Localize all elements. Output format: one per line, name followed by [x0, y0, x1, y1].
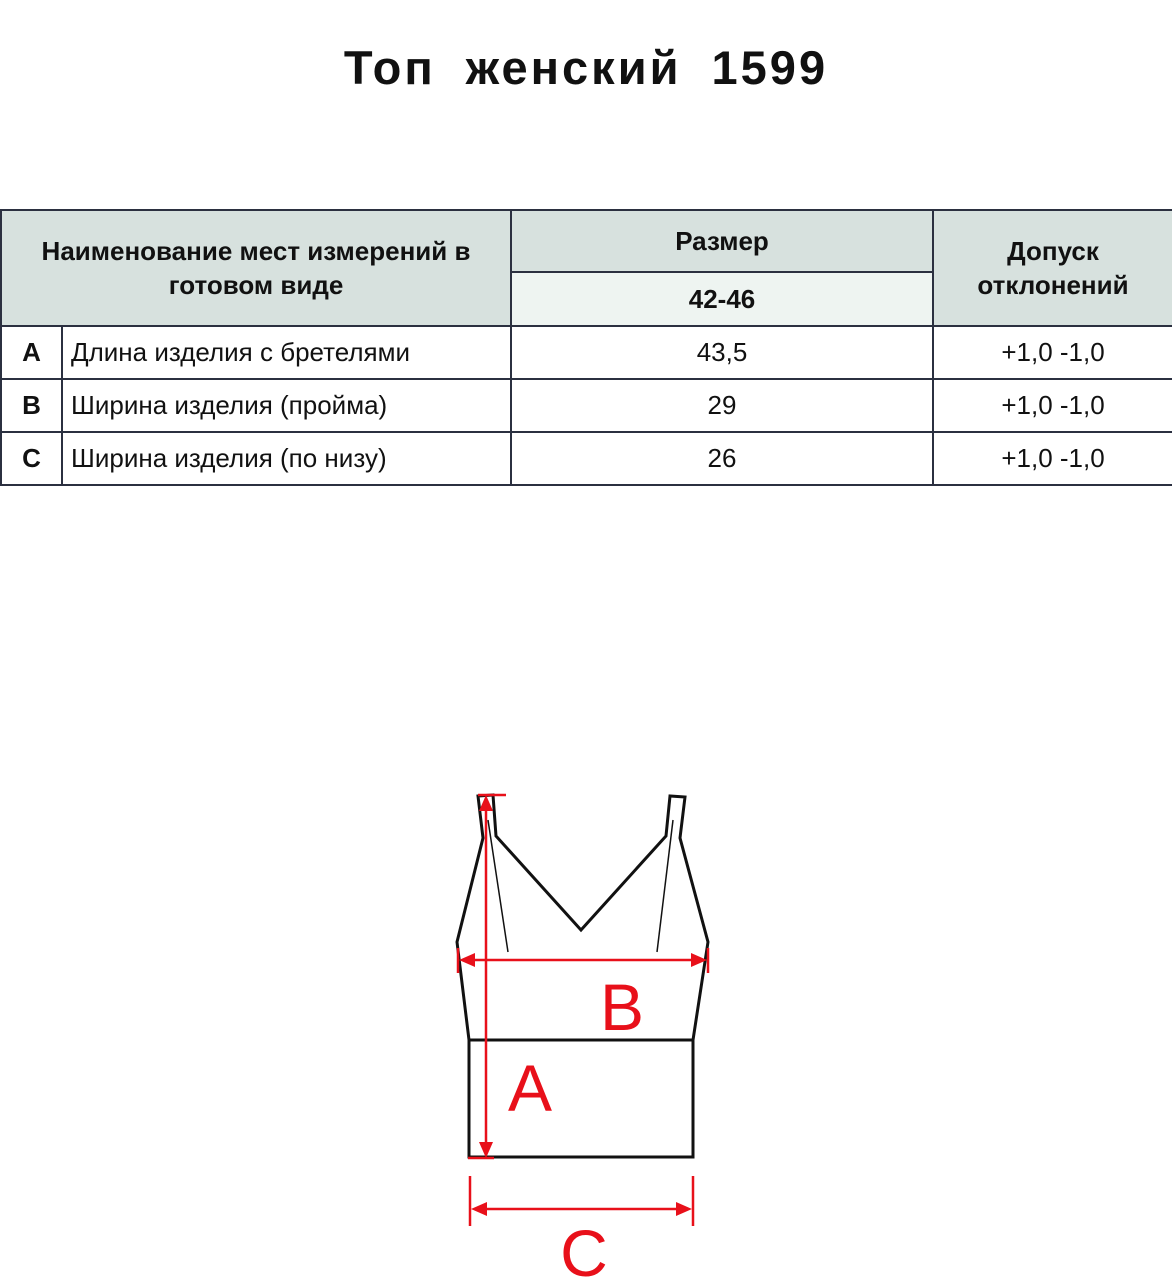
strap-darts: [488, 820, 673, 952]
row-letter: C: [1, 432, 62, 485]
header-size: Размер: [511, 210, 933, 272]
measure-b-line: [458, 948, 708, 973]
row-tolerance: +1,0 -1,0: [933, 326, 1172, 379]
row-tolerance: +1,0 -1,0: [933, 432, 1172, 485]
row-value: 43,5: [511, 326, 933, 379]
row-name: Длина изделия с бретелями: [62, 326, 511, 379]
measure-a-line: [468, 795, 506, 1158]
garment-outline: [457, 795, 708, 1157]
row-letter: B: [1, 379, 62, 432]
measure-c-label: C: [560, 1216, 608, 1280]
row-name: Ширина изделия (по низу): [62, 432, 511, 485]
header-tolerance: Допуск отклонений: [933, 210, 1172, 326]
measure-b-label: B: [599, 970, 645, 1044]
header-size-value: 42-46: [511, 272, 933, 326]
header-measure-place: Наименование мест измерений в готовом виде: [1, 210, 511, 326]
page-title: Топ женский 1599: [343, 41, 829, 94]
row-name: Ширина изделия (пройма): [62, 379, 511, 432]
row-value: 26: [511, 432, 933, 485]
row-tolerance: +1,0 -1,0: [933, 379, 1172, 432]
row-value: 29: [511, 379, 933, 432]
measure-a-label: A: [507, 1051, 553, 1125]
row-letter: A: [1, 326, 62, 379]
